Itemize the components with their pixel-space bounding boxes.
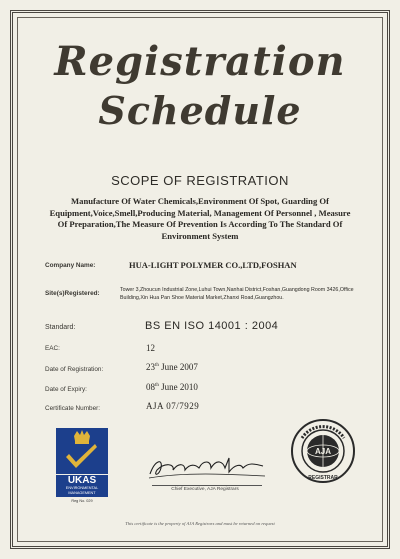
ukas-reg-number: Reg No. 029	[71, 499, 93, 503]
registration-date-value	[146, 362, 198, 372]
standard-value: BS EN ISO 14001 : 2004	[145, 320, 279, 332]
eac-value: 12	[146, 343, 155, 353]
standard-label: Standard:	[45, 324, 76, 331]
ukas-logo	[56, 428, 108, 506]
expiry-date-label: Date of Expiry:	[45, 386, 87, 393]
ukas-crown-panel	[56, 428, 108, 474]
aja-seal	[290, 418, 356, 484]
registration-day: 23	[146, 362, 155, 372]
signature-icon	[145, 452, 270, 482]
scope-text: Manufacture Of Water Chemicals,Environment Of Spot, Guarding Of Equipment,Voice,Smell,Producing Material, Management Of Personnel , Measure Of Preparation,The Measure Of Prevention Is According To The Standard Of Environment System	[49, 196, 351, 241]
signature-caption: Chief Executive, AJA Registrars	[171, 487, 239, 492]
registration-day-suffix: th	[155, 363, 159, 368]
site-label: Site(s)Registered:	[45, 290, 100, 297]
title-schedule: Schedule	[98, 88, 302, 133]
expiry-day: 08	[146, 382, 155, 392]
ukas-name: UKAS	[67, 475, 97, 486]
footer-note: This certificate is the property of AJA Registrars and must be returned on request	[125, 521, 275, 526]
registration-date-label: Date of Registration:	[45, 366, 104, 373]
certificate-number-value: AJA 07/7929	[146, 401, 200, 411]
seal-center-text: AJA	[314, 447, 332, 456]
company-value: HUA-LIGHT POLYMER CO.,LTD,FOSHAN	[129, 260, 297, 270]
expiry-month-year: June 2010	[161, 382, 198, 392]
company-label: Company Name:	[45, 262, 96, 269]
ukas-text-panel	[56, 475, 108, 497]
expiry-date-value	[146, 382, 198, 392]
seal-bottom-text: REGISTRAR	[308, 475, 338, 481]
ukas-subtitle: ENVIRONMENTAL MANAGEMENT	[65, 486, 99, 495]
title-registration: Registration	[54, 38, 346, 85]
crown-check-icon	[56, 428, 108, 474]
certificate-number-label: Certificate Number:	[45, 405, 101, 412]
signature-line	[152, 485, 262, 486]
site-value: Tower 3,Zhoucun Industrial Zone,Luhui Town,Nanhai District,Foshan,Guangdong Room 3426,Office Building,Xin Hua Pan Shoe Material Market,Zhanxi Road,Guangzhou.	[120, 287, 354, 301]
registration-month-year: June 2007	[161, 362, 198, 372]
scope-heading: SCOPE OF REGISTRATION	[111, 173, 289, 188]
eac-label: EAC:	[45, 345, 60, 352]
expiry-day-suffix: th	[155, 383, 159, 388]
